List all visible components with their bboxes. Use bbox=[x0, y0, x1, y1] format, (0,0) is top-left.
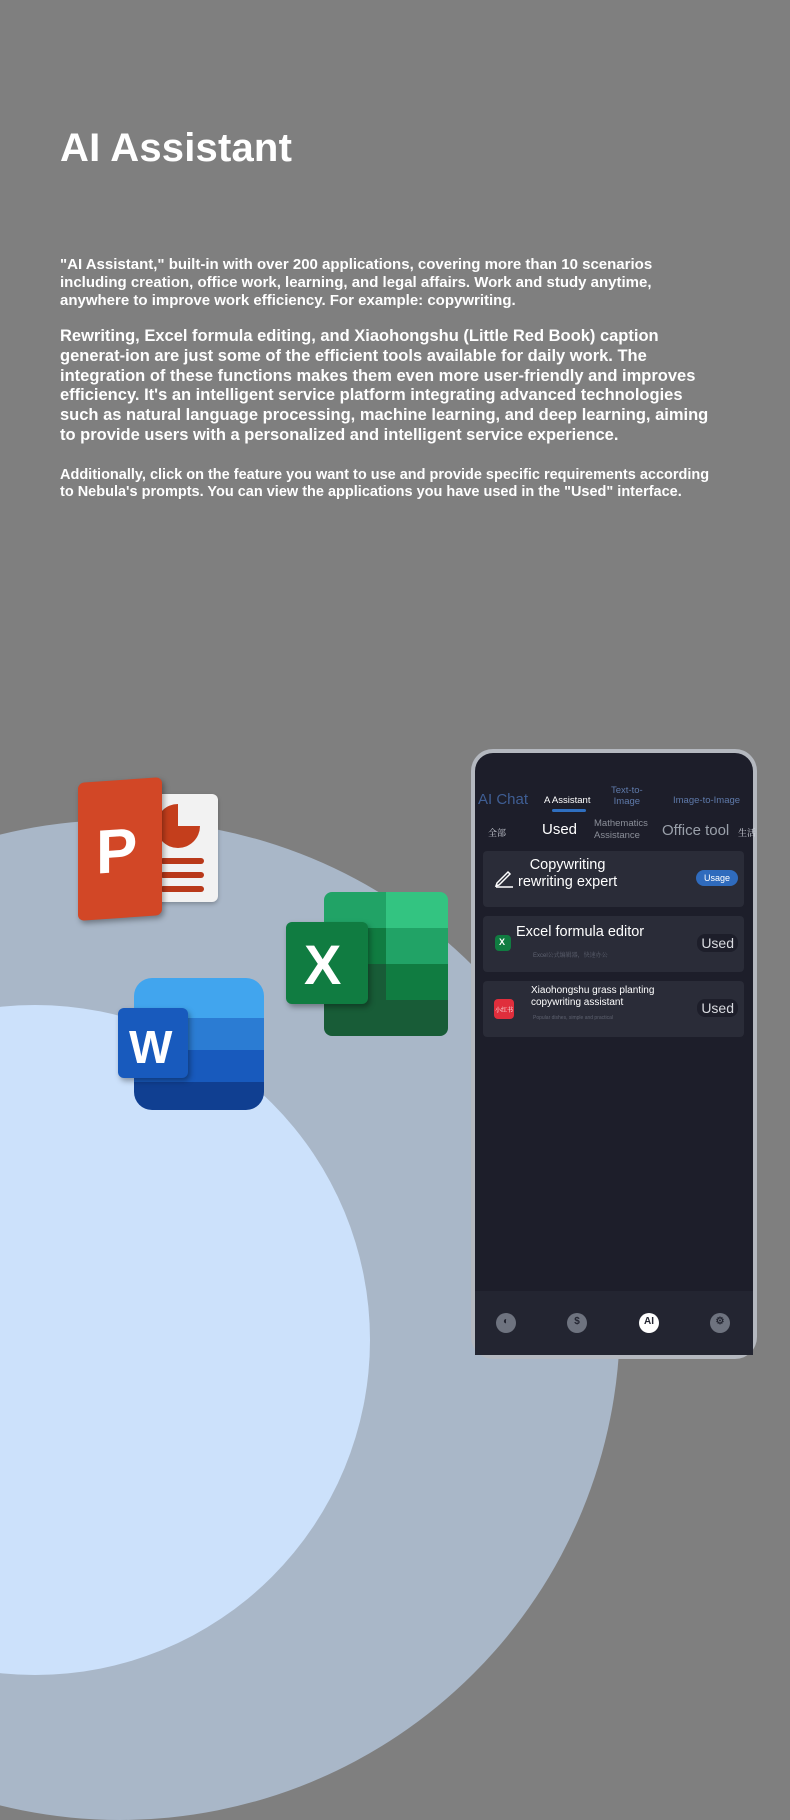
category-math-assistance[interactable] bbox=[594, 818, 648, 842]
active-tab-indicator bbox=[552, 809, 586, 812]
tab-ai-chat[interactable]: AI Chat bbox=[478, 791, 529, 808]
excel-small-icon bbox=[495, 935, 511, 951]
card-subtitle: Excel公式编辑器，快速办公 bbox=[533, 953, 608, 959]
word-icon bbox=[118, 978, 266, 1112]
phone-screen bbox=[475, 753, 757, 1355]
excel-cell bbox=[324, 1000, 448, 1036]
category-office-tool[interactable]: Office tool bbox=[662, 822, 730, 839]
app-card-excel-formula[interactable] bbox=[483, 916, 744, 972]
excel-cell bbox=[386, 928, 448, 964]
intro-paragraph: "AI Assistant," built-in with over 200 applications, covering more than 10 scenarios including creation, office work, learning, and legal affairs. Work and study anytime, anywhere to improve work efficiency. For example: copywriting. bbox=[60, 256, 653, 309]
category-math-line1: Mathematics bbox=[594, 818, 648, 829]
pen-icon bbox=[493, 866, 515, 888]
tab-text-to-image[interactable] bbox=[611, 785, 643, 808]
powerpoint-icon bbox=[78, 778, 220, 920]
settings-icon[interactable]: ⚙ bbox=[710, 1313, 730, 1333]
excel-cell bbox=[386, 892, 448, 928]
ai-icon-label: AI bbox=[644, 1316, 654, 1327]
card-title-line1: Copywriting bbox=[529, 857, 606, 873]
top-tabs bbox=[475, 779, 753, 819]
card-title-line1: Xiaohongshu grass planting bbox=[531, 985, 655, 996]
chat-icon[interactable]: ◐ bbox=[496, 1313, 516, 1333]
card-title: Excel formula editor bbox=[516, 924, 645, 940]
tab-image-to-image[interactable]: Image-to-Image bbox=[673, 795, 741, 806]
page-title: AI Assistant bbox=[60, 126, 293, 170]
ppt-pie-chart bbox=[156, 804, 200, 848]
category-life[interactable]: 生活 bbox=[738, 828, 757, 838]
tab-ai-assistant[interactable]: A Assistant bbox=[544, 795, 591, 806]
app-card-copywriting[interactable] bbox=[483, 851, 744, 907]
used-button[interactable]: Used bbox=[697, 999, 738, 1017]
usage-paragraph: Additionally, click on the feature you want to use and provide specific requirements according to Nebula's prompts. You can view the applications you have used in the "Used" interface. bbox=[60, 467, 710, 501]
usage-button[interactable]: Usage bbox=[696, 870, 738, 886]
word-letter: W bbox=[129, 1021, 173, 1073]
tab-text-to-image-line2: Image bbox=[613, 796, 641, 808]
ai-icon[interactable] bbox=[639, 1313, 659, 1333]
xiaohongshu-icon-text: 小红书 bbox=[495, 1008, 514, 1014]
ppt-line bbox=[160, 886, 204, 892]
excel-small-letter: X bbox=[499, 937, 506, 947]
used-button[interactable]: Used bbox=[697, 934, 738, 952]
card-title bbox=[518, 857, 617, 890]
excel-cell bbox=[386, 964, 448, 1000]
bottom-nav bbox=[475, 1291, 753, 1355]
excel-front bbox=[286, 922, 368, 1004]
category-math-line2: Assistance bbox=[594, 829, 640, 841]
app-card-xiaohongshu[interactable] bbox=[483, 981, 744, 1037]
phone-mockup bbox=[471, 749, 757, 1359]
card-title bbox=[531, 985, 654, 1009]
card-subtitle: Popular dishes, simple and practical bbox=[533, 1015, 614, 1021]
category-tabs bbox=[475, 818, 757, 843]
word-band bbox=[134, 1082, 264, 1110]
excel-icon bbox=[286, 892, 450, 1038]
card-title-line2: copywriting assistant bbox=[531, 997, 624, 1008]
category-used[interactable]: Used bbox=[542, 821, 578, 838]
explore-icon[interactable]: $ bbox=[567, 1313, 587, 1333]
ppt-front bbox=[78, 777, 162, 921]
ppt-line bbox=[160, 872, 204, 878]
card-title-line2: rewriting expert bbox=[518, 873, 618, 890]
ppt-line bbox=[160, 858, 204, 864]
xiaohongshu-icon bbox=[494, 999, 514, 1019]
excel-letter: X bbox=[304, 933, 342, 996]
word-front bbox=[118, 1008, 188, 1078]
ppt-letter: P bbox=[96, 815, 138, 888]
features-paragraph: Rewriting, Excel formula editing, and Xiaohongshu (Little Red Book) caption generat-ion are just some of the efficient tools available for daily work. The integration of these functions makes them even more user-friendly and improves efficiency. It's an intelligent service platform integrating advanced technologies such as natural language processing, machine learning, and deep learning, aiming to provide users with a personalized and intelligent service experience. bbox=[60, 327, 709, 444]
tab-text-to-image-line1: Text-to- bbox=[611, 785, 643, 796]
category-all[interactable]: 全部 bbox=[488, 828, 507, 838]
